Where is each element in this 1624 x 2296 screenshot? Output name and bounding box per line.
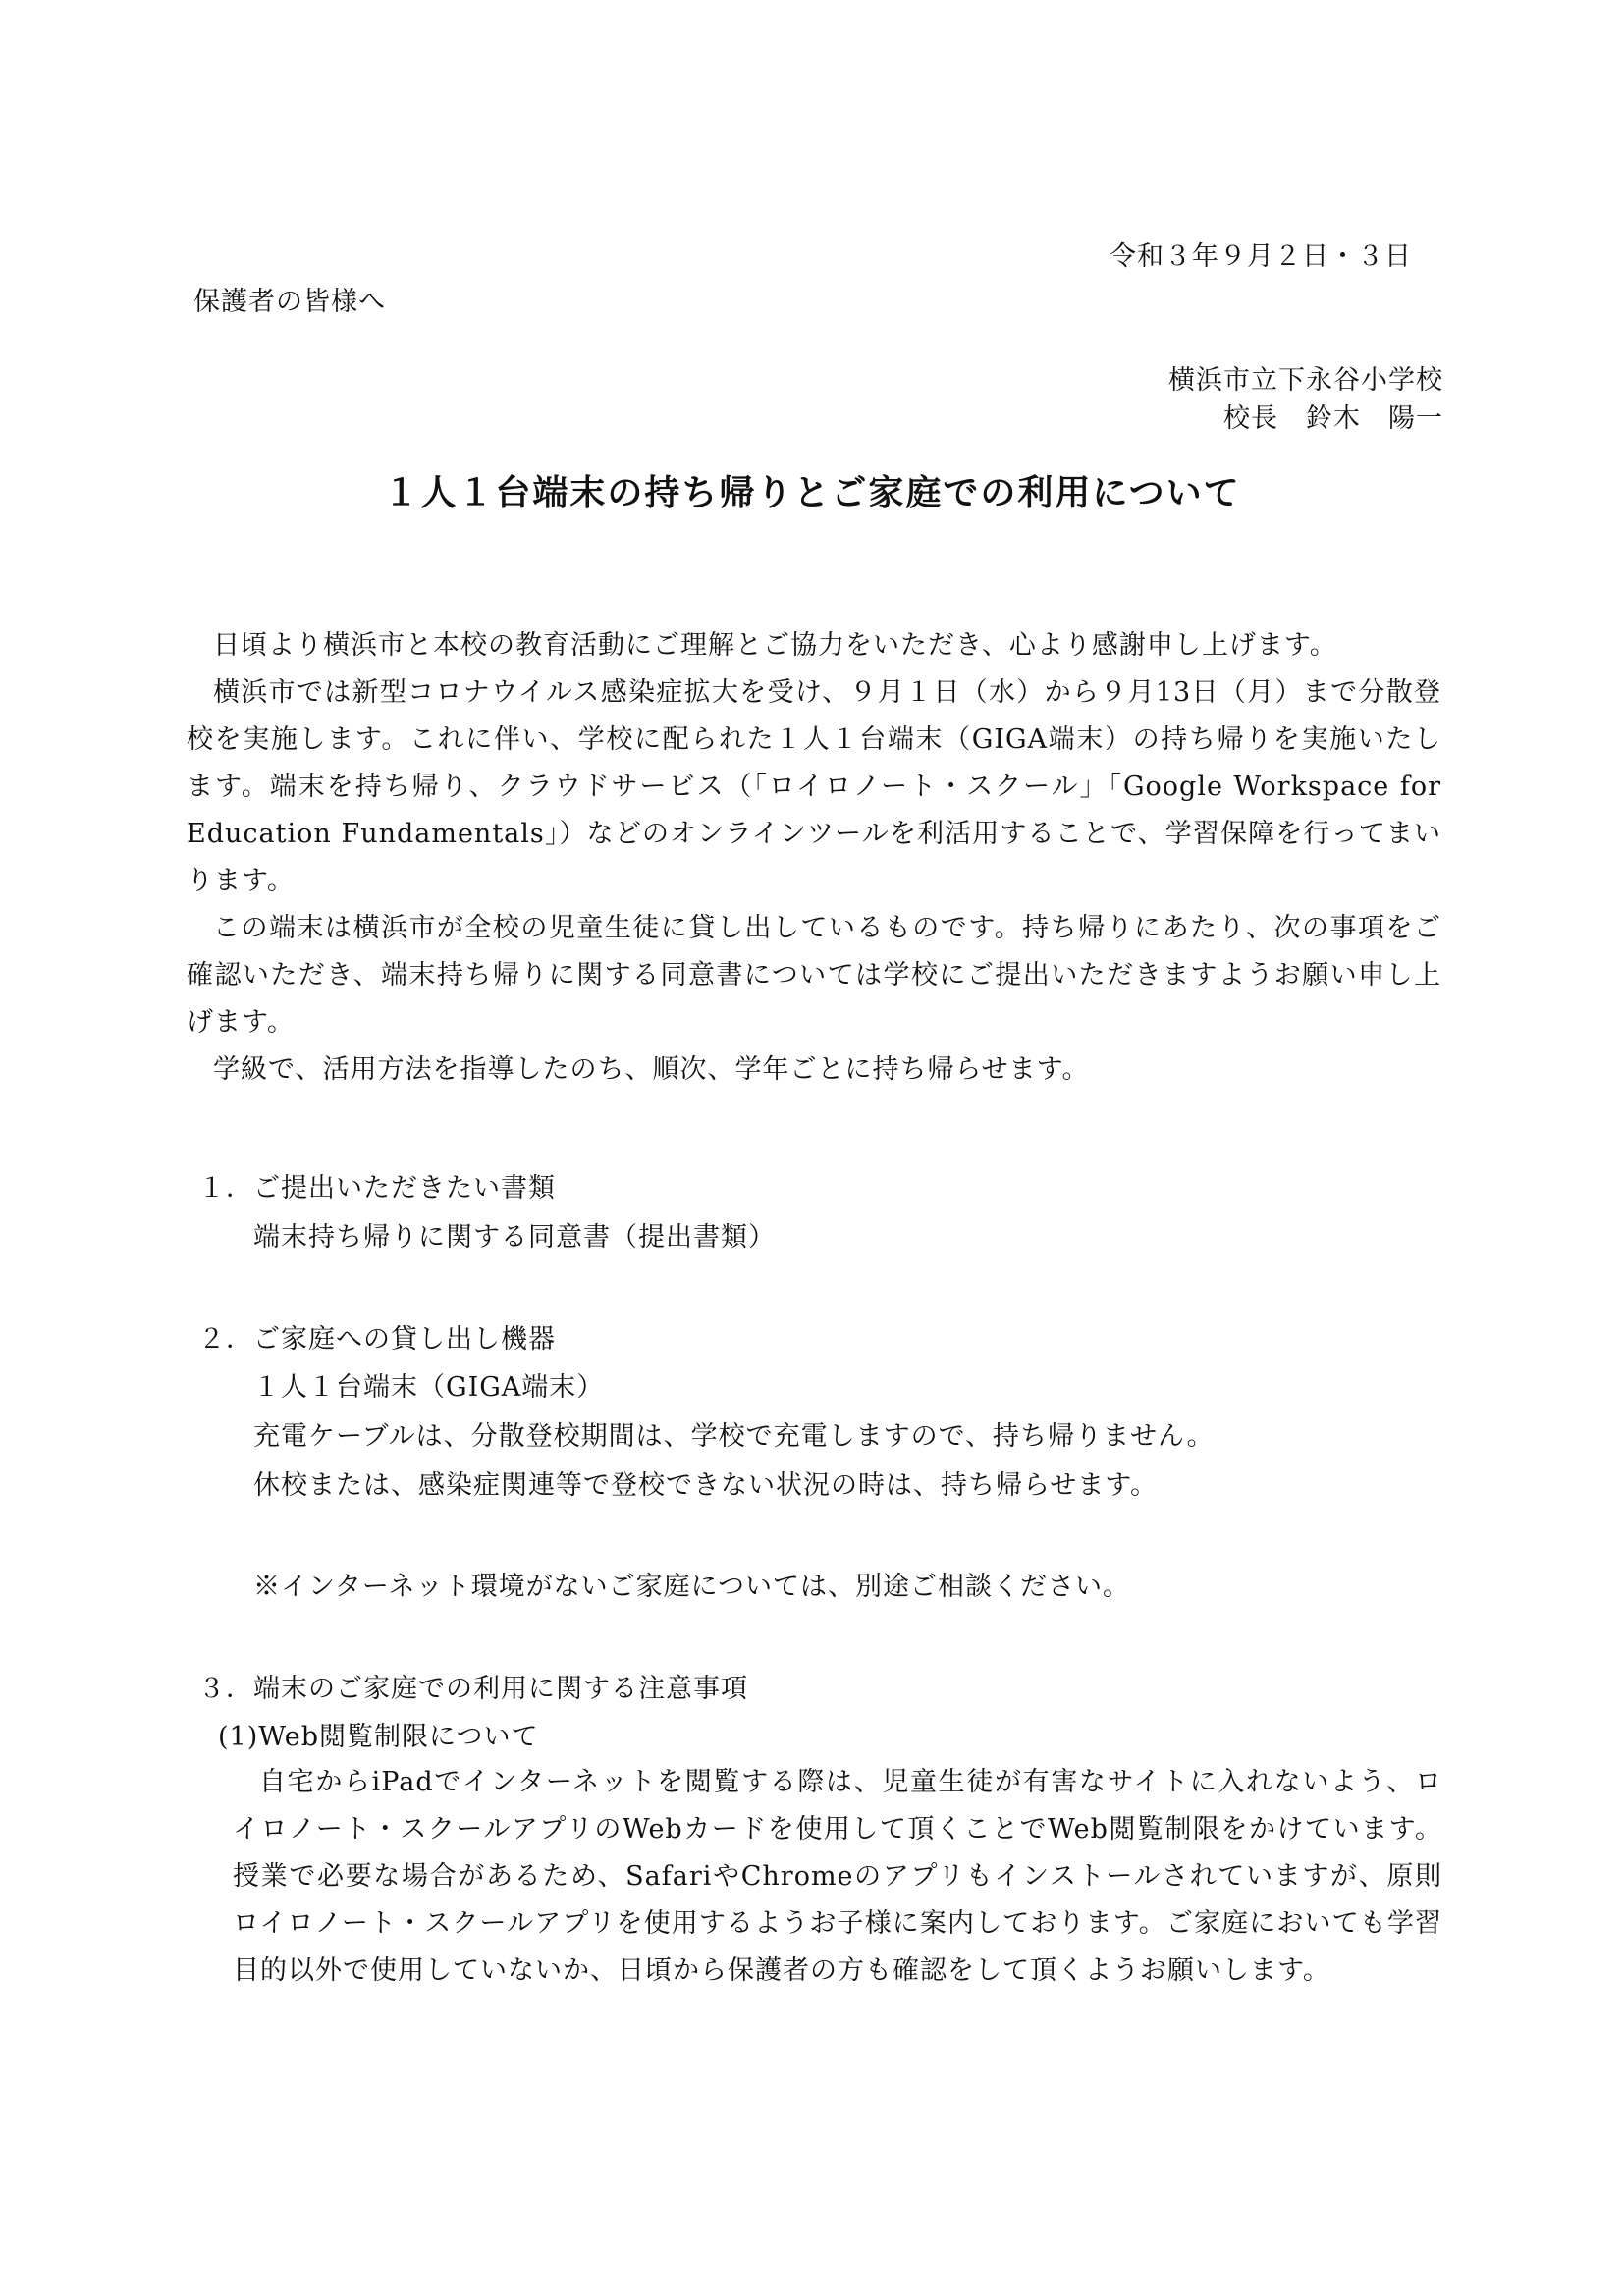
intro-paragraph: この端末は横浜市が全校の児童生徒に貸し出しているものです。持ち帰りにあたり、次の事項をご確認いただき、端末持ち帰りに関する同意書については学校にご提出いただきますようお願い申し上げます。 xyxy=(187,913,1441,1038)
section-1-item: 端末持ち帰りに関する同意書（提出書類） xyxy=(253,1222,776,1253)
section-1-heading: １．ご提出いただきたい書類 xyxy=(198,1173,556,1203)
section-3-heading: ３．端末のご家庭での利用に関する注意事項 xyxy=(198,1674,748,1704)
document-date: 令和３年９月２日・３日 xyxy=(1110,241,1412,272)
document-title: １人１台端末の持ち帰りとご家庭での利用について xyxy=(383,473,1241,513)
intro-paragraph: 横浜市では新型コロナウイルス感染症拡大を受け、９月１日（水）から９月13日（月）まで分散登校を実施します。これに伴い、学校に配られた１人１台端末（GIGA端末）の持ち帰りを実施いたします。端末を持ち帰り、クラウドサービス（「ロイロノート・スクール」「Google Workspace for Education Fundamentals」）などのオンラインツールを利活用することで、学習保障を行ってまいります。 xyxy=(187,677,1441,896)
section-3-subheading: (1)Web閲覧制限について xyxy=(218,1722,539,1752)
intro-paragraph: 学級で、活用方法を指導したのち、順次、学年ごとに持ち帰らせます。 xyxy=(213,1054,1090,1085)
sender-principal: 校長 鈴木 陽一 xyxy=(1223,403,1443,434)
intro-paragraph: 日頃より横浜市と本校の教育活動にご理解とご協力をいただき、心より感謝申し上げます。 xyxy=(213,630,1337,661)
intro-body xyxy=(187,622,1441,1094)
addressee: 保護者の皆様へ xyxy=(193,287,386,317)
section-2-note: ※インターネット環境がないご家庭については、別途ご相談ください。 xyxy=(253,1572,1131,1602)
sender-school: 横浜市立下永谷小学校 xyxy=(1168,365,1443,396)
section-2-item: 休校または、感染症関連等で登校できない状況の時は、持ち帰らせます。 xyxy=(253,1470,1159,1501)
section-2-item: １人１台端末（GIGA端末） xyxy=(253,1372,605,1403)
section-3-body-block xyxy=(233,1759,1442,1995)
section-2-item: 充電ケーブルは、分散登校期間は、学校で充電しますので、持ち帰りません。 xyxy=(253,1421,1215,1452)
section-3-body: 自宅からiPadでインターネットを閲覧する際は、児童生徒が有害なサイトに入れないよう、ロイロノート・スクールアプリのWebカードを使用して頂くことでWeb閲覧制限をかけています。授業で必要な場合があるため、SafariやChromeのアプリもインストールされていますが、原則ロイロノート・スクールアプリを使用するようお子様に案内しております。ご家庭においても学習目的以外で使用していないか、日頃から保護者の方も確認をして頂くようお願いします。 xyxy=(233,1767,1442,1986)
section-2-heading: ２．ご家庭への貸し出し機器 xyxy=(198,1324,556,1355)
